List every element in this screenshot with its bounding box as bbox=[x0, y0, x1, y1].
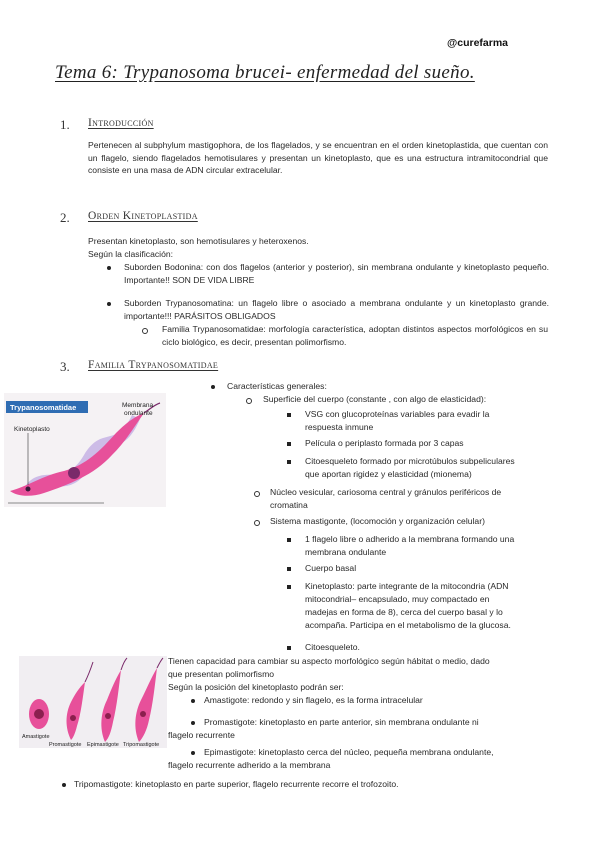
cuerpo-basal: Cuerpo basal bbox=[305, 563, 357, 573]
bullet-ring bbox=[254, 491, 260, 497]
kinetoplasto-line-3: madejas en forma de 8), cerca del cuerpo basal y lo bbox=[305, 607, 503, 617]
trypanosome-diagram bbox=[4, 393, 166, 507]
capacidad-line-2: que presentan polimorfismo bbox=[168, 669, 275, 679]
vsg-line-2: respuesta inmune bbox=[305, 422, 374, 432]
kinetoplasto-line-4: acompaña. Participa en el metabolismo de la glucosa. bbox=[305, 620, 511, 630]
bullet-dot bbox=[191, 699, 195, 703]
nucleo-line-1: Núcleo vesicular, cariosoma central y gránulos periféricos de bbox=[270, 487, 502, 497]
general-characteristics: Características generales: bbox=[227, 381, 327, 391]
pelicula-item: Película o periplasto formada por 3 capas bbox=[305, 438, 464, 448]
citoesqueleto-line-1: Citoesqueleto formado por microtúbulos subpeliculares bbox=[305, 456, 515, 466]
section-3-heading: Familia Trypanosomatidae bbox=[88, 359, 219, 371]
membrana-label-1: Membrana bbox=[122, 402, 154, 409]
membrana-label-2: ondulante bbox=[124, 410, 153, 417]
flagelo-line-2: membrana ondulante bbox=[305, 547, 387, 557]
citoesqueleto-item: Citoesqueleto. bbox=[305, 642, 360, 652]
kinetoplasto-line-2: mitocondrial– encapsulado, muy compactado en bbox=[305, 594, 490, 604]
bullet-square bbox=[287, 460, 291, 464]
flagelo-line-1: 1 flagelo libre o adherido a la membrana formando una bbox=[305, 534, 515, 544]
vsg-line-1: VSG con glucoproteínas variables para evadir la bbox=[305, 409, 490, 419]
morphology-forms-diagram bbox=[19, 656, 167, 748]
section-1-number: 1. bbox=[60, 117, 70, 132]
bullet-ring bbox=[246, 398, 252, 404]
bullet-dot bbox=[211, 385, 215, 389]
kinetoplast-dot bbox=[26, 487, 31, 492]
bullet-dot bbox=[191, 751, 195, 755]
section-1-paragraph: Pertenecen al subphylum mastigophora, de los flagelados, y se encuentran en el orden kinetoplastida, que cuentan con un flagelo, siendo flagelados hemotisulares y presentan un kinetoplasto, que es una estructura intramitocondrial que consiste en una masa de ADN circular extracelular. bbox=[88, 140, 548, 176]
section-2-bullet-2: Suborden Trypanosomatina: un flagelo libre o asociado a membrana ondulante y un kinetoplasto grande. importante!!! PARÁSITOS OBLIGADOS bbox=[124, 298, 549, 321]
bullet-square bbox=[287, 646, 291, 650]
page-title: Tema 6: Trypanosoma brucei- enfermedad del sueño. bbox=[55, 62, 475, 83]
kinetoplasto-label: Kinetoplasto bbox=[14, 426, 50, 433]
section-3-number: 3. bbox=[60, 359, 70, 374]
epimastigote-item-2: flagelo recurrente adherido a la membrana bbox=[168, 760, 331, 770]
promastigote-nucleus bbox=[70, 715, 76, 721]
promastigote-label: Promastigote bbox=[49, 742, 82, 748]
section-2-sub-1: Familia Trypanosomatidae: morfología característica, adoptan distintos aspectos morfológicos en su ciclo biológico, es decir, presentan polimorfismo. bbox=[162, 324, 548, 347]
section-2-intro-2: Según la clasificación: bbox=[88, 249, 174, 259]
amastigote-item: Amastigote: redondo y sin flagelo, es la forma intracelular bbox=[204, 695, 423, 705]
epimastigote-label: Epimastigote bbox=[87, 742, 119, 748]
promastigote-item-2: flagelo recurrente bbox=[168, 730, 235, 740]
surface-item: Superficie del cuerpo (constante , con algo de elasticidad): bbox=[263, 394, 487, 404]
sistema-mastigonte: Sistema mastigonte, (locomoción y organización celular) bbox=[270, 516, 485, 526]
bullet-square bbox=[287, 567, 291, 571]
nucleo-line-2: cromatina bbox=[270, 500, 308, 510]
author-handle: @curefarma bbox=[447, 37, 509, 49]
posicion-kinetoplasto: Según la posición del kinetoplasto podrán ser: bbox=[168, 682, 344, 692]
bullet-dot bbox=[107, 266, 111, 270]
nucleus bbox=[68, 467, 80, 479]
bullet-square bbox=[287, 538, 291, 542]
tripomastigote-nucleus bbox=[140, 711, 146, 717]
trypanosomatidae-figure bbox=[4, 393, 166, 507]
section-2-heading: Orden Kinetoplastida bbox=[88, 210, 198, 222]
section-2-intro-1: Presentan kinetoplasto, son hemotisulares y heteroxenos. bbox=[88, 236, 309, 246]
section-2-number: 2. bbox=[60, 210, 70, 225]
bullet-square bbox=[287, 442, 291, 446]
bullet-dot bbox=[191, 721, 195, 725]
bullet-ring bbox=[254, 520, 260, 526]
epimastigote-nucleus bbox=[105, 713, 111, 719]
tripomastigote-label: Tripomastigote bbox=[123, 742, 160, 748]
bullet-dot bbox=[107, 302, 111, 306]
figure-banner-text: Trypanosomatidae bbox=[10, 403, 77, 412]
citoesqueleto-line-2: que aportan rigidez y elasticidad (mionema) bbox=[305, 469, 472, 479]
promastigote-item-1: Promastigote: kinetoplasto en parte anterior, sin membrana ondulante ni bbox=[204, 717, 479, 727]
bullet-ring bbox=[142, 328, 148, 334]
section-1-heading: Introducción bbox=[88, 117, 154, 129]
epimastigote-item-1: Epimastigote: kinetoplasto cerca del núcleo, pequeña membrana ondulante, bbox=[204, 747, 494, 757]
amastigote-label: Amastigote bbox=[22, 734, 50, 740]
bullet-square bbox=[287, 585, 291, 589]
bullet-square bbox=[287, 413, 291, 417]
bullet-dot bbox=[62, 783, 66, 787]
forms-figure bbox=[19, 656, 167, 748]
amastigote-nucleus bbox=[34, 709, 44, 719]
section-2-bullet-1: Suborden Bodonina: con dos flagelos (anterior y posterior), sin membrana ondulante y kinetoplasto pequeño. Importante!! SON DE VIDA LIBRE bbox=[124, 262, 549, 285]
tripomastigote-item: Tripomastigote: kinetoplasto en parte superior, flagelo recurrente recorre el trofozoito. bbox=[74, 779, 399, 789]
kinetoplasto-line-1: Kinetoplasto: parte integrante de la mitocondria (ADN bbox=[305, 581, 509, 591]
capacidad-line-1: Tienen capacidad para cambiar su aspecto morfológico según hábitat o medio, dado bbox=[168, 656, 490, 666]
